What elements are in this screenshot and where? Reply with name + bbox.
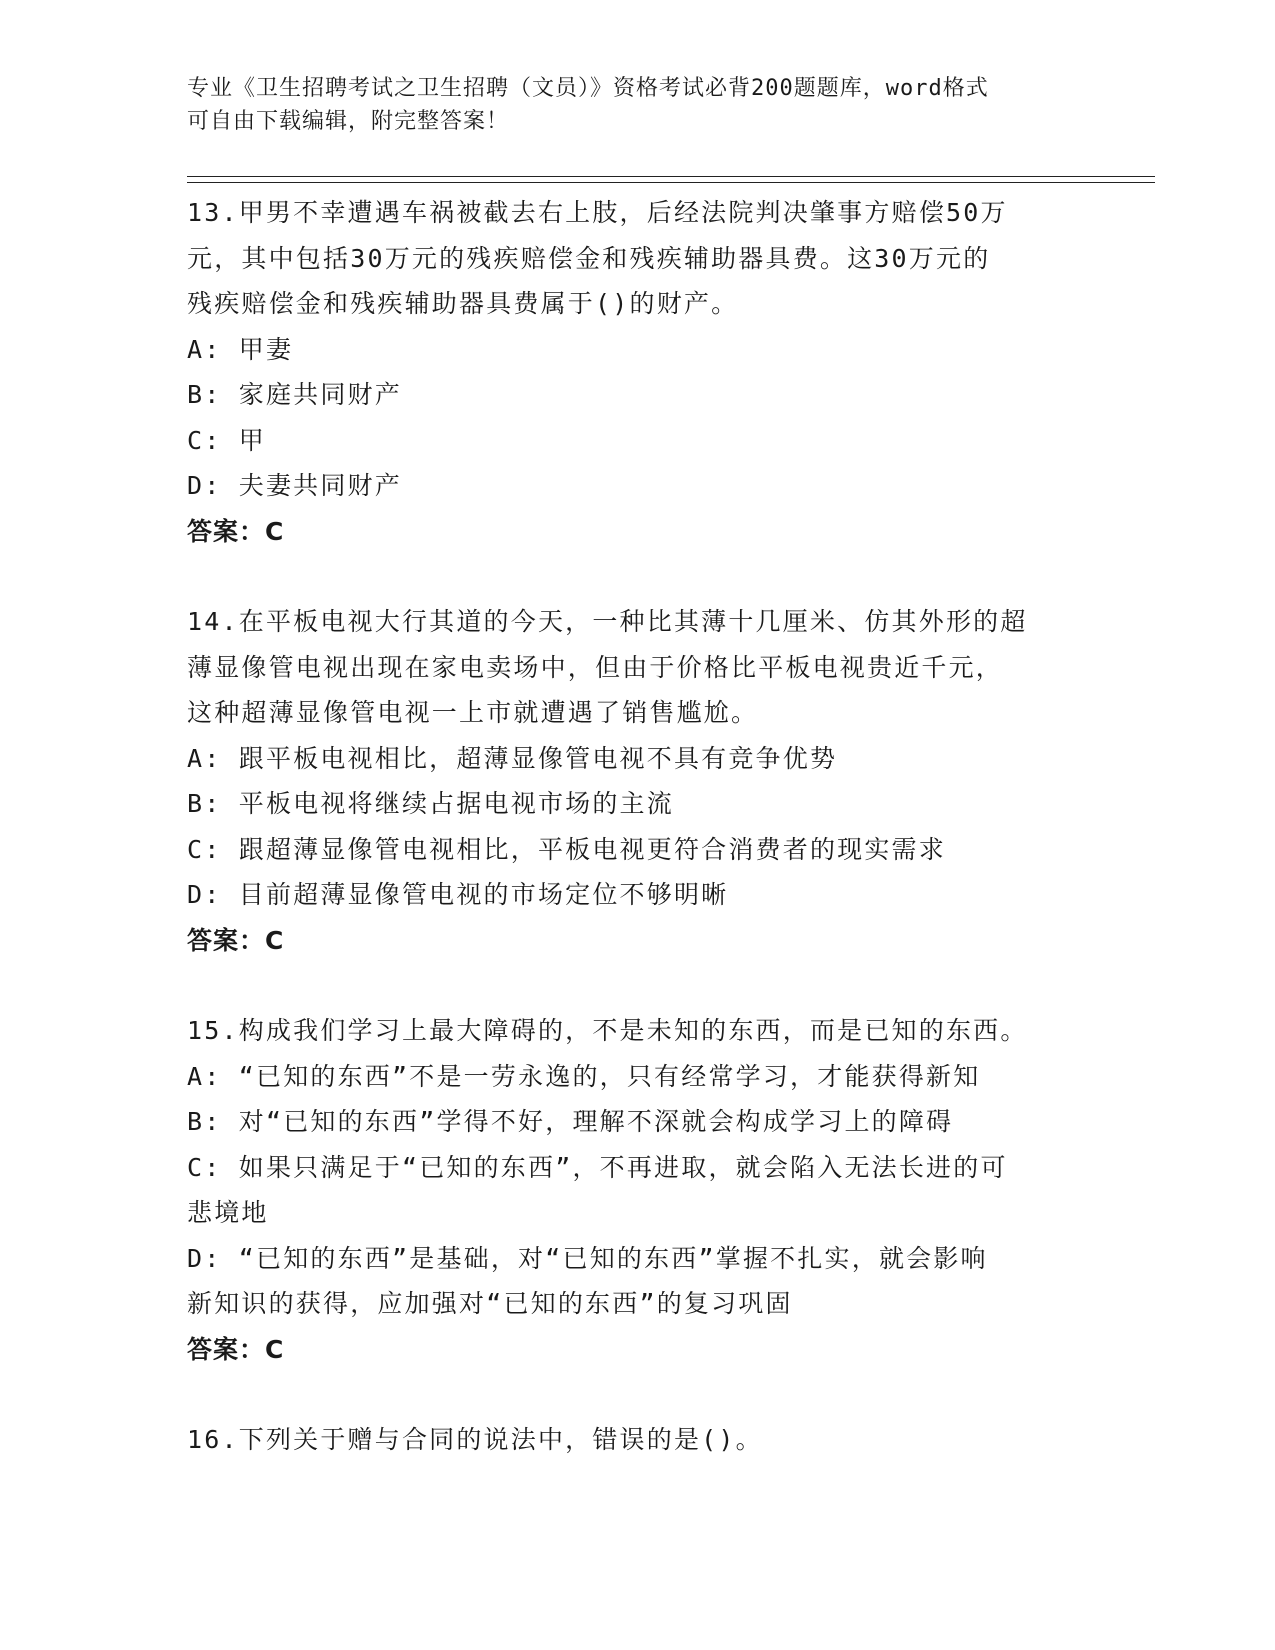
option-line: 悲境地 [187, 1198, 269, 1227]
header-line-2: 可自由下载编辑，附完整答案！ [187, 109, 510, 134]
header-divider-top [187, 176, 1155, 177]
question-text-line: 薄显像管电视出现在家电卖场中，但由于价格比平板电视贵近千元， [187, 652, 1004, 682]
question-list [187, 190, 1087, 1463]
option-line: 新知识的获得，应加强对“已知的东西”的复习巩固 [187, 1289, 793, 1318]
question-text-line: 元，其中包括30万元的残疾赔偿金和残疾辅助器具费。这30万元的 [187, 243, 991, 273]
question-text-line: 16.下列关于赠与合同的说法中，错误的是()。 [187, 1425, 763, 1454]
option-line: B: 家庭共同财产 [187, 380, 402, 409]
option-line: C: 跟超薄显像管电视相比，平板电视更符合消费者的现实需求 [187, 834, 946, 864]
question-block [187, 190, 1087, 554]
option-line: D: “已知的东西”是基础，对“已知的东西”掌握不扎实，就会影响 [187, 1243, 988, 1273]
option-line: C: 甲 [187, 425, 266, 455]
question-text-line: 残疾赔偿金和残疾辅助器具费属于()的财产。 [187, 289, 739, 318]
answer-line: 答案：C [187, 925, 285, 955]
question-block [187, 1008, 1087, 1372]
question-spacer [187, 1372, 1087, 1417]
question-spacer [187, 554, 1087, 599]
option-line: A: 甲妻 [187, 334, 294, 364]
question-text-line: 14.在平板电视大行其道的今天，一种比其薄十几厘米、仿其外形的超 [187, 607, 1028, 636]
question-text-line: 13.甲男不幸遭遇车祸被截去右上肢，后经法院判决肇事方赔偿50万 [187, 198, 1008, 227]
question-text-line: 这种超薄显像管电视一上市就遭遇了销售尴尬。 [187, 698, 759, 727]
question-block [187, 599, 1087, 963]
option-line: D: 夫妻共同财产 [187, 471, 402, 500]
option-line: C: 如果只满足于“已知的东西”，不再进取，就会陷入无法长进的可 [187, 1152, 1008, 1182]
header-divider-bottom [187, 182, 1155, 183]
question-text-line: 15.构成我们学习上最大障碍的，不是未知的东西，而是已知的东西。 [187, 1016, 1028, 1045]
answer-line: 答案：C [187, 1334, 285, 1364]
option-line: B: 对“已知的东西”学得不好，理解不深就会构成学习上的障碍 [187, 1107, 954, 1136]
document-header [187, 72, 1067, 138]
question-spacer [187, 963, 1087, 1008]
answer-line: 答案：C [187, 516, 285, 546]
option-line: A: “已知的东西”不是一劳永逸的，只有经常学习，才能获得新知 [187, 1061, 981, 1091]
option-line: B: 平板电视将继续占据电视市场的主流 [187, 789, 674, 818]
question-block [187, 1417, 1087, 1463]
header-line-1: 专业《卫生招聘考试之卫生招聘（文员）》资格考试必背200题题库，word格式 [187, 76, 989, 101]
option-line: D: 目前超薄显像管电视的市场定位不够明晰 [187, 880, 729, 909]
option-line: A: 跟平板电视相比，超薄显像管电视不具有竞争优势 [187, 743, 838, 773]
